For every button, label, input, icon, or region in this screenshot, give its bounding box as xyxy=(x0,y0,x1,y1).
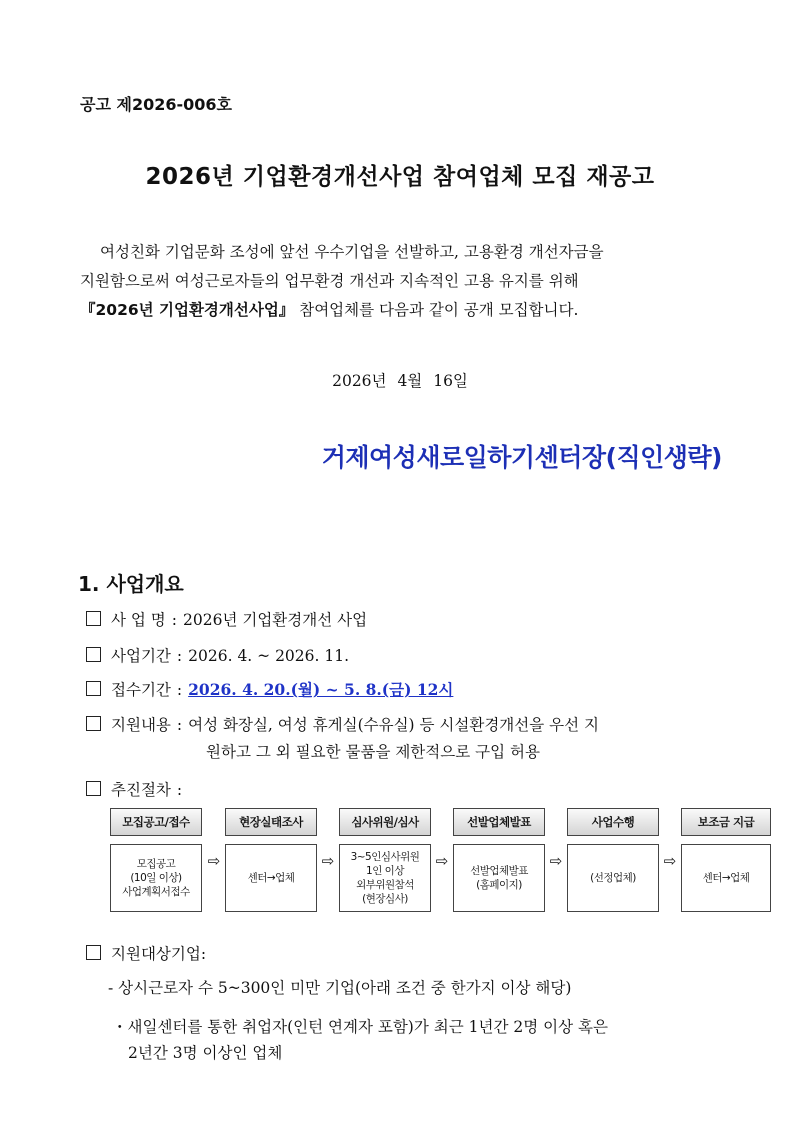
flow-step-text: (홈페이지) xyxy=(476,879,522,891)
notice-date: 2026년 4월 16일 xyxy=(332,372,468,390)
right-arrow-icon: ⇨ xyxy=(321,852,335,870)
flow-step-head: 심사위원/심사 xyxy=(339,808,431,836)
intro-line-3 xyxy=(80,296,730,325)
right-arrow-icon: ⇨ xyxy=(663,852,677,870)
colon-separator: : xyxy=(176,647,183,665)
flow-step-recruit xyxy=(110,808,202,912)
item-label: 사 업 명 xyxy=(111,611,166,629)
support-content-continued: 원하고 그 외 필요한 물품을 제한적으로 구입 허용 xyxy=(206,743,540,761)
target-bullet-1-continued: 2년간 3명 이상인 업체 xyxy=(128,1044,283,1062)
flow-step-text: (선정업체) xyxy=(590,872,636,884)
flow-step-text: 모집공고 xyxy=(136,858,176,870)
issuing-organization: 거제여성새로일하기센터장(직인생략) xyxy=(321,443,722,472)
item-target-companies xyxy=(86,940,206,968)
item-label: 지원내용 xyxy=(111,716,171,734)
item-application-period xyxy=(86,676,453,704)
right-arrow-icon: ⇨ xyxy=(549,852,563,870)
flow-step-text: 사업계획서접수 xyxy=(122,886,190,898)
flow-step-body xyxy=(339,844,431,912)
flow-step-text: 외부위원참석 xyxy=(356,879,414,891)
checkbox-square-icon xyxy=(86,716,101,731)
application-period-highlight: 2026. 4. 20.(월) ~ 5. 8.(금) 12시 xyxy=(188,680,454,699)
flow-step-review xyxy=(339,808,431,912)
item-label: 추진절차 xyxy=(111,781,171,799)
flow-step-text: (현장심사) xyxy=(362,893,408,905)
item-label: 지원대상기업: xyxy=(111,945,207,963)
intro-line-1: 여성친화 기업문화 조성에 앞선 우수기업을 선발하고, 고용환경 개선자금을 xyxy=(100,243,604,261)
checkbox-square-icon xyxy=(86,647,101,662)
notice-number: 공고 제2026-006호 xyxy=(80,95,232,114)
intro-paragraph xyxy=(80,238,730,325)
flow-step-head: 사업수행 xyxy=(567,808,659,836)
item-value: 여성 화장실, 여성 휴게실(수유실) 등 시설환경개선을 우선 지 xyxy=(188,716,600,734)
right-arrow-icon: ⇨ xyxy=(435,852,449,870)
intro-program-name: 『2026년 기업환경개선사업』 xyxy=(80,301,295,319)
document-title: 2026년 기업환경개선사업 참여업체 모집 재공고 xyxy=(145,164,655,190)
item-label: 사업기간 xyxy=(111,647,171,665)
flow-step-text: 1인 이상 xyxy=(366,865,404,877)
checkbox-square-icon xyxy=(86,945,101,960)
flow-step-announce xyxy=(453,808,545,912)
colon-separator: : xyxy=(171,611,178,629)
item-project-name xyxy=(86,606,367,634)
flow-step-subsidy xyxy=(681,808,771,912)
item-value: 2026. 4. ~ 2026. 11. xyxy=(188,647,350,665)
section-title-overview: 1. 사업개요 xyxy=(78,572,184,596)
flow-step-text: (10일 이상) xyxy=(130,872,182,884)
flow-step-body xyxy=(225,844,317,912)
target-condition: - 상시근로자 수 5~300인 미만 기업(아래 조건 중 한가지 이상 해당) xyxy=(108,979,572,997)
flow-step-head: 현장실태조사 xyxy=(225,808,317,836)
flow-step-body xyxy=(681,844,771,912)
flow-step-text: 선발업체발표 xyxy=(470,865,528,877)
flow-step-body xyxy=(567,844,659,912)
flow-step-execute xyxy=(567,808,659,912)
item-label: 접수기간 xyxy=(111,681,171,699)
flow-step-text: 센터→업체 xyxy=(702,872,750,884)
flow-step-text: 센터→업체 xyxy=(247,872,295,884)
flow-step-text: 3~5인심사위원 xyxy=(350,851,420,863)
item-project-period xyxy=(86,642,349,670)
flow-step-survey xyxy=(225,808,317,912)
right-arrow-icon: ⇨ xyxy=(207,852,221,870)
item-support-content xyxy=(86,711,599,739)
colon-separator: : xyxy=(176,781,183,799)
flow-step-head: 선발업체발표 xyxy=(453,808,545,836)
colon-separator: : xyxy=(176,681,183,699)
checkbox-square-icon xyxy=(86,681,101,696)
intro-line-2: 지원함으로써 여성근로자들의 업무환경 개선과 지속적인 고용 유지를 위해 xyxy=(80,272,579,290)
flow-step-body xyxy=(110,844,202,912)
flow-step-head: 보조금 지급 xyxy=(681,808,771,836)
flow-step-head: 모집공고/접수 xyxy=(110,808,202,836)
item-procedure xyxy=(86,776,188,804)
colon-separator: : xyxy=(176,716,183,734)
checkbox-square-icon xyxy=(86,781,101,796)
intro-line-3-rest: 참여업체를 다음과 같이 공개 모집합니다. xyxy=(294,301,579,319)
procedure-flowchart xyxy=(110,808,755,912)
target-bullet-1: ・새일센터를 통한 취업자(인턴 연계자 포함)가 최근 1년간 2명 이상 혹은 xyxy=(112,1018,608,1036)
checkbox-square-icon xyxy=(86,611,101,626)
flow-step-body xyxy=(453,844,545,912)
item-value: 2026년 기업환경개선 사업 xyxy=(183,611,368,629)
